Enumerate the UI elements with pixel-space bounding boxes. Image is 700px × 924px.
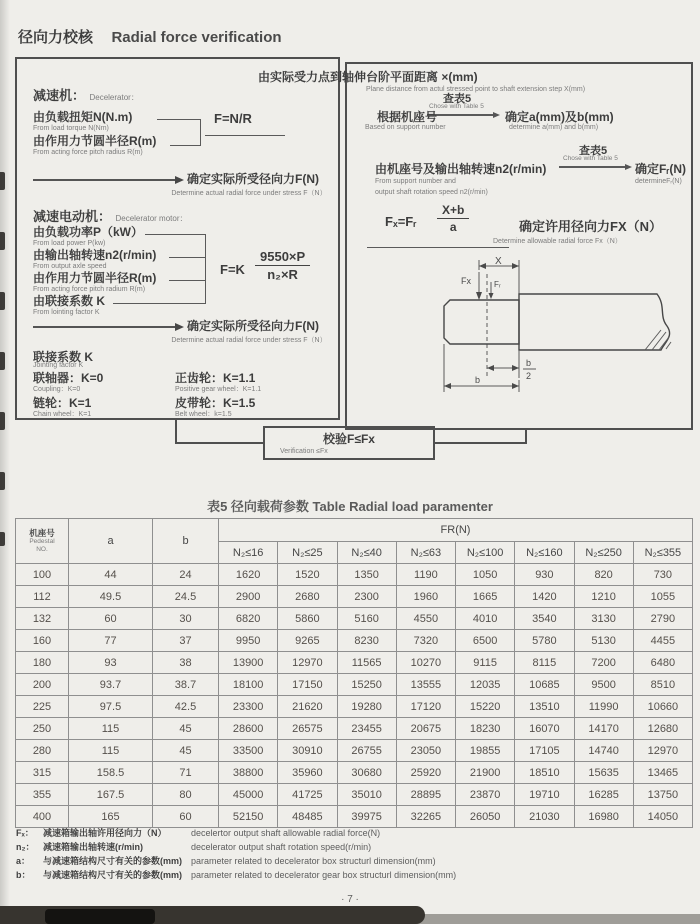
load-power-item: 由负载功率P（kW） From load power P(kw) [33,225,144,247]
formula-underline [205,135,285,136]
cell-fr-value: 23870 [456,784,515,806]
verification-box [263,426,435,460]
cell-b: 30 [153,608,219,630]
cell-fr-value: 8230 [337,630,396,652]
cell-fr-value: 1050 [456,564,515,586]
cell-fr-value: 5860 [278,608,337,630]
table-row [16,674,693,696]
cell-fr-value: 16980 [574,806,633,828]
bracket-line [169,257,205,258]
cell-fr-value: 1520 [278,564,337,586]
cell-fr-value: 32265 [396,806,455,828]
cell-fr-value: 13750 [633,784,692,806]
page-number: · 7 · [341,894,359,905]
cell-pedestal-no: 315 [16,762,69,784]
table-row [16,718,693,740]
cell-fr-value: 26575 [278,718,337,740]
scan-artifact [0,292,5,310]
left-flowchart-box [15,57,340,420]
cell-fr-value: 7200 [574,652,633,674]
note-b: b： 与减速箱结构尺寸有关的参数(mm) parameter related to decelerator gear box structurl dimension(mm) [16,870,457,880]
cell-pedestal-no: 250 [16,718,69,740]
cell-b: 24 [153,564,219,586]
cell-fr-value: 5160 [337,608,396,630]
cell-fr-value: 13555 [396,674,455,696]
connector-line [175,418,177,444]
cell-fr-value: 930 [515,564,574,586]
flow-arrowhead-icon [175,176,184,184]
cell-fr-value: 21900 [456,762,515,784]
radial-load-table [15,518,693,828]
output-speed-item: 由输出轴转速n2(r/min) From output axle speed [33,248,157,270]
cell-b: 42.5 [153,696,219,718]
bracket-line [145,234,205,235]
cell-fr-value: 23050 [396,740,455,762]
cell-fr-value: 16285 [574,784,633,806]
bracket-line [157,119,200,120]
speed-header-cell: N₂≤250 [574,542,633,564]
cell-fr-value: 19855 [456,740,515,762]
k-item-gear: 正齿轮：K=1.1 Positive gear wheel：K=1.1 [175,371,262,393]
flow-arrow-line [559,166,625,168]
formula-f-k-lhs: F=K [220,262,245,277]
note-a: a： 与减速箱结构尺寸有关的参数(mm) parameter related to decelerator box structurl dimension(mm) [16,856,436,866]
cell-a: 60 [69,608,153,630]
cell-pedestal-no: 132 [16,608,69,630]
cell-fr-value: 1620 [219,564,278,586]
cell-fr-value: 18100 [219,674,278,696]
fr-group-header: FR(N) [219,519,693,542]
distance-note-zh: 由实际受力点到轴伸台阶平面距离 ×(mm) [258,70,478,84]
k-item-chain: 链轮：K=1 Chain wheel：K=1 [33,396,92,418]
flow-arrowhead-icon [175,323,184,331]
cell-fr-value: 38800 [219,762,278,784]
cell-b: 38 [153,652,219,674]
pedestal-no-header: 机座号 Pedestal NO. [16,519,69,564]
formula-underline [367,247,509,248]
table-row [16,586,693,608]
k-factor-title-zh: 联接系数 K [33,350,94,364]
cell-fr-value: 9950 [219,630,278,652]
cell-fr-value: 7320 [396,630,455,652]
cell-fr-value: 820 [574,564,633,586]
cell-fr-value: 35960 [278,762,337,784]
note-n2: n₂： 减速箱输出轴转速(r/min) decelerator output shaft rotation speed(r/min) [16,842,372,852]
cell-fr-value: 26050 [456,806,515,828]
bracket-line [200,119,201,146]
support-number-step-zh: 根据机座号 [377,110,438,124]
verification-en: Verification ≤Fx [280,448,328,455]
cell-fr-value: 2790 [633,608,692,630]
cell-fr-value: 5780 [515,630,574,652]
cell-fr-value: 4550 [396,608,455,630]
cell-fr-value: 2300 [337,586,396,608]
connector-line [175,442,265,444]
cell-fr-value: 13900 [219,652,278,674]
cell-fr-value: 14050 [633,806,692,828]
cell-fr-value: 16070 [515,718,574,740]
scan-edge-shade [0,0,10,924]
speed-step-en1: From support number and [375,178,456,185]
table-row [16,784,693,806]
cell-fr-value: 17120 [396,696,455,718]
cell-a: 49.5 [69,586,153,608]
cell-fr-value: 1210 [574,586,633,608]
cell-fr-value: 15635 [574,762,633,784]
bracket-line [113,303,205,304]
cell-fr-value: 13465 [633,762,692,784]
shaft-diagram [409,256,684,426]
col-b-header: b [153,519,219,564]
cell-pedestal-no: 160 [16,630,69,652]
cell-pedestal-no: 100 [16,564,69,586]
pitch-radius-item: 由作用力节圆半径R(m) From acting force pitch radius R(m) [33,134,157,156]
connector-line [433,442,527,444]
joint-factor-item: 由联接系数 K From lointing factor K [33,294,106,316]
allowable-force-result-zh: 确定许用径向力FX（N） [519,219,663,234]
k-item-coupling: 联轴器：K=0 Coupling：K=0 [33,371,104,393]
cell-fr-value: 14740 [574,740,633,762]
cell-fr-value: 6820 [219,608,278,630]
right-flowchart-box [345,62,693,430]
fx-force-label: Fx [461,276,471,286]
decelerator-label [33,85,139,105]
speed-header-cell: N₂≤355 [633,542,692,564]
distance-note-en: Plane distance from actul stressed point to shaft extension step X(mm) [366,86,586,93]
dim-b2-denominator: 2 [526,371,532,381]
cell-fr-value: 28895 [396,784,455,806]
cell-a: 165 [69,806,153,828]
cell-a: 115 [69,718,153,740]
speed-header-cell: N₂≤16 [219,542,278,564]
lookup-table5-1-zh: 查表5 [443,93,472,105]
cell-fr-value: 33500 [219,740,278,762]
cell-fr-value: 1350 [337,564,396,586]
cell-fr-value: 41725 [278,784,337,806]
cell-fr-value: 2680 [278,586,337,608]
scan-artifact [0,472,5,490]
cell-b: 60 [153,806,219,828]
cell-a: 93.7 [69,674,153,696]
actual-force-result-1-zh: 确定实际所受径向力F(N) [187,172,319,186]
scan-artifact [0,232,5,250]
scan-artifact [0,172,5,190]
fr-result-zh: 确定Fᵣ(N) [635,162,687,176]
lookup-table5-2-zh: 查表5 [579,145,608,157]
cell-fr-value: 26755 [337,740,396,762]
flow-arrow-line [33,326,175,328]
table-row [16,630,693,652]
actual-force-result-2-en: Determine actual radial force under stress F（N） [171,337,327,344]
lookup-table5-1-en: Chose with Table 5 [429,103,484,110]
scan-artifact [0,352,5,370]
cell-fr-value: 1960 [396,586,455,608]
formula-f-nr: F=N/R [214,111,252,126]
table-row [16,806,693,828]
table-row [16,740,693,762]
cell-fr-value: 9115 [456,652,515,674]
cell-fr-value: 10270 [396,652,455,674]
cell-fr-value: 4010 [456,608,515,630]
support-number-step-en: Based on support number [365,124,446,131]
cell-fr-value: 23455 [337,718,396,740]
cell-b: 71 [153,762,219,784]
decelerator-label-en: Decelerator： [89,93,139,102]
cell-fr-value: 18230 [456,718,515,740]
cell-fr-value: 3540 [515,608,574,630]
cell-fr-value: 21620 [278,696,337,718]
cell-b: 24.5 [153,586,219,608]
speed-header-cell: N₂≤100 [456,542,515,564]
scan-bottom-blob [45,909,155,924]
cell-fr-value: 10660 [633,696,692,718]
cell-fr-value: 35010 [337,784,396,806]
page-title-zh: 径向力校核 [18,29,94,46]
cell-fr-value: 12970 [633,740,692,762]
cell-fr-value: 12680 [633,718,692,740]
bracket-line [205,234,206,304]
cell-fr-value: 5130 [574,630,633,652]
cell-fr-value: 1190 [396,564,455,586]
ab-result-zh: 确定a(mm)及b(mm) [505,110,614,124]
cell-fr-value: 8115 [515,652,574,674]
ab-result-en: determine a(mm) and b(mm) [509,124,599,131]
cell-fr-value: 9500 [574,674,633,696]
cell-fr-value: 52150 [219,806,278,828]
motor-label: 减速电动机： Decelerator motor： [33,209,188,224]
flow-arrow-line [33,179,175,181]
formula-f-k-denominator: n₂×R [267,267,298,282]
cell-fr-value: 11990 [574,696,633,718]
cell-fr-value: 15220 [456,696,515,718]
radial-table-body [16,564,693,828]
cell-fr-value: 4455 [633,630,692,652]
cell-pedestal-no: 225 [16,696,69,718]
cell-fr-value: 10685 [515,674,574,696]
verification-zh: 校验F≤Fx [323,432,375,446]
speed-header-cell: N₂≤25 [278,542,337,564]
decelerator-label-zh: 减速机： [33,88,86,103]
dim-x-label: X [495,256,502,267]
cell-fr-value: 25920 [396,762,455,784]
cell-a: 77 [69,630,153,652]
cell-fr-value: 19710 [515,784,574,806]
cell-fr-value: 15250 [337,674,396,696]
cell-fr-value: 17105 [515,740,574,762]
cell-a: 93 [69,652,153,674]
formula-fx-lhs: Fₓ=Fᵣ [385,214,417,229]
formula-f-k-numerator: 9550×P [255,249,310,266]
bracket-line [169,280,205,281]
cell-fr-value: 12035 [456,674,515,696]
lookup-table5-2-en: Chose with Table 5 [563,155,618,162]
table-row [16,762,693,784]
page-title [18,26,282,47]
cell-pedestal-no: 400 [16,806,69,828]
formula-f-k-fraction [255,249,310,282]
speed-header-cell: N₂≤160 [515,542,574,564]
cell-pedestal-no: 112 [16,586,69,608]
table-title: 表5 径向载荷参数 Table Radial load paramenter [207,499,493,514]
cell-fr-value: 730 [633,564,692,586]
cell-a: 158.5 [69,762,153,784]
cell-fr-value: 1665 [456,586,515,608]
cell-fr-value: 18510 [515,762,574,784]
actual-force-result-2-zh: 确定实际所受径向力F(N) [187,319,319,333]
cell-fr-value: 30910 [278,740,337,762]
cell-pedestal-no: 355 [16,784,69,806]
col-a-header: a [69,519,153,564]
cell-fr-value: 1055 [633,586,692,608]
cell-fr-value: 6480 [633,652,692,674]
pitch-radius-item-2: 由作用力节圆半径R(m) From acting force pitch radium R(m) [33,271,157,293]
table-row [16,652,693,674]
table-header-row-1 [16,519,693,542]
cell-fr-value: 9265 [278,630,337,652]
cell-fr-value: 21030 [515,806,574,828]
page-title-en: Radial force verification [111,29,282,46]
cell-b: 37 [153,630,219,652]
dim-b2-numerator: b [526,358,532,368]
load-torque-item: 由负载扭矩N(N.m) From load torque N(Nm) [33,110,133,132]
table-row [16,696,693,718]
cell-b: 38.7 [153,674,219,696]
allowable-force-result-en: Determine allowable radial force Fx（N） [493,238,622,245]
table-row [16,564,693,586]
k-item-belt: 皮带轮：K=1.5 Belt wheel：k=1.5 [175,396,256,418]
actual-force-result-1-en: Determine actual radial force under stress F（N） [171,190,327,197]
dim-b-label: b [475,375,481,385]
scan-artifact [0,532,5,546]
cell-a: 167.5 [69,784,153,806]
formula-fx-denominator: a [449,220,457,234]
table-row [16,608,693,630]
cell-fr-value: 2900 [219,586,278,608]
cell-fr-value: 28600 [219,718,278,740]
cell-fr-value: 12970 [278,652,337,674]
cell-pedestal-no: 200 [16,674,69,696]
flow-arrowhead-icon [625,164,632,170]
cell-a: 97.5 [69,696,153,718]
cell-fr-value: 14170 [574,718,633,740]
speed-step-zh: 由机座号及输出轴转速n2(r/min) [375,162,547,176]
fr-force-label: Fᵣ [494,280,501,289]
cell-fr-value: 30680 [337,762,396,784]
formula-fx-fraction [437,203,469,234]
cell-fr-value: 8510 [633,674,692,696]
cell-fr-value: 20675 [396,718,455,740]
cell-fr-value: 3130 [574,608,633,630]
cell-fr-value: 48485 [278,806,337,828]
cell-a: 44 [69,564,153,586]
cell-fr-value: 17150 [278,674,337,696]
k-factor-title-en: Jointing factor K [33,362,84,369]
speed-header-cell: N₂≤63 [396,542,455,564]
cell-pedestal-no: 180 [16,652,69,674]
cell-b: 45 [153,740,219,762]
cell-a: 115 [69,740,153,762]
cell-fr-value: 13510 [515,696,574,718]
fr-result-en: determineFᵣ(N) [635,178,682,185]
flow-arrowhead-icon [493,112,500,118]
cell-fr-value: 23300 [219,696,278,718]
formula-fx-numerator: X+b [437,203,469,219]
cell-fr-value: 1420 [515,586,574,608]
scan-artifact [0,412,5,430]
cell-b: 80 [153,784,219,806]
note-fx: Fₓ： 减速箱输出轴许用径向力（N） decelertor output shaft allowable radial force(N) [16,828,381,838]
cell-fr-value: 11565 [337,652,396,674]
cell-fr-value: 19280 [337,696,396,718]
cell-fr-value: 39975 [337,806,396,828]
cell-pedestal-no: 280 [16,740,69,762]
speed-step-en2: output shaft rotation speed n2(r/min) [375,189,488,196]
cell-b: 45 [153,718,219,740]
cell-fr-value: 45000 [219,784,278,806]
speed-header-cell: N₂≤40 [337,542,396,564]
cell-fr-value: 6500 [456,630,515,652]
bracket-line [170,145,200,146]
